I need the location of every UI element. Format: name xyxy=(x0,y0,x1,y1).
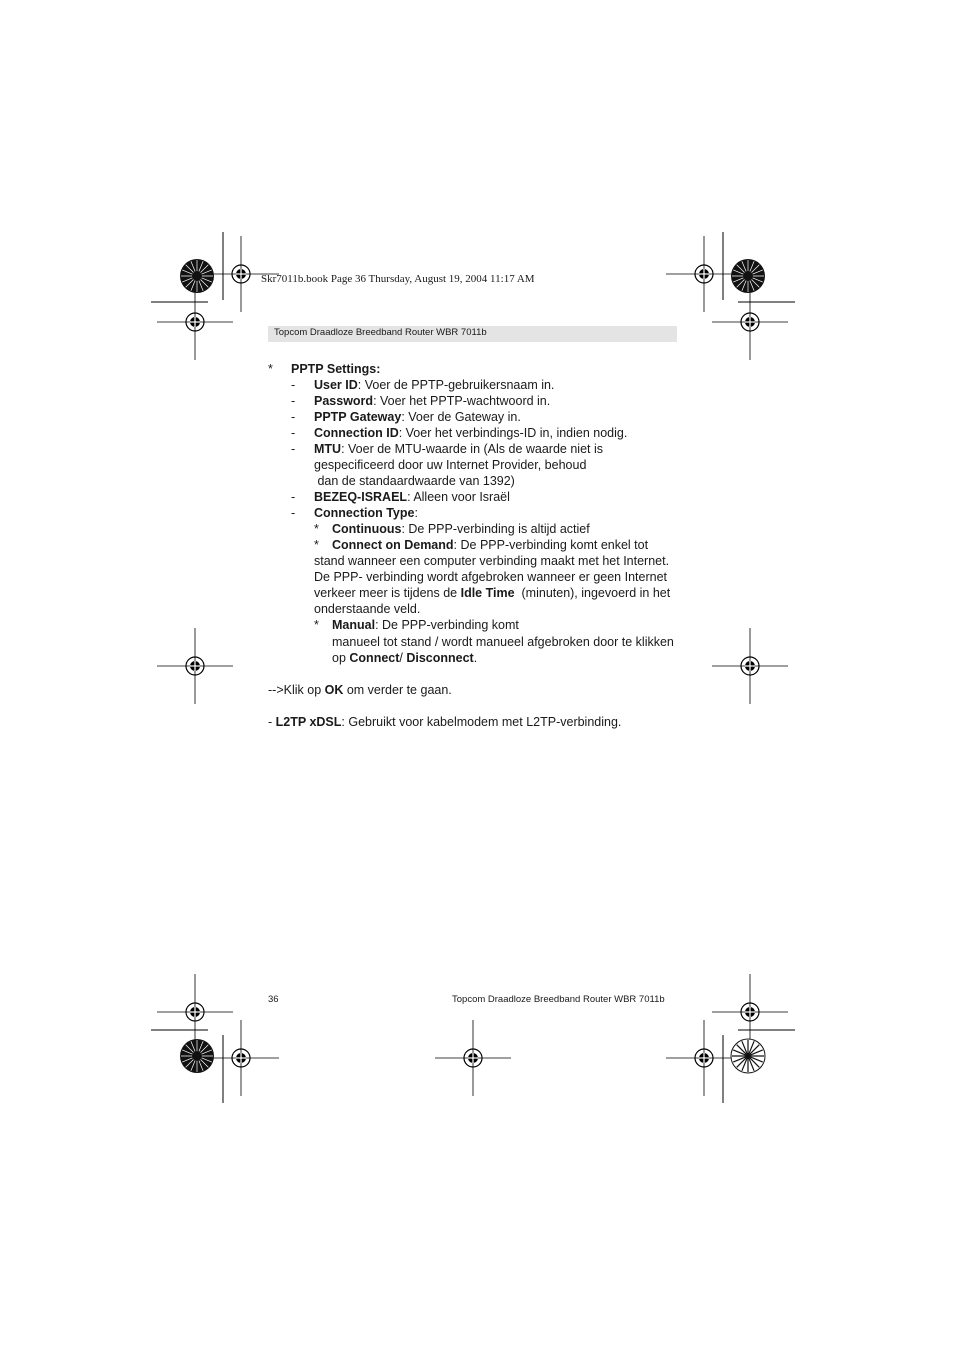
bullet-dash: - xyxy=(291,490,296,504)
item-connection-type: Connection Type: xyxy=(314,506,418,520)
type-continuous: Continuous: De PPP-verbinding is altijd actief xyxy=(332,522,590,536)
page-number: 36 xyxy=(268,994,279,1005)
item-mtu-line2: gespecificeerd door uw Internet Provider, behoud xyxy=(314,458,587,472)
bullet-dash: - xyxy=(291,410,296,424)
bullet-star: * xyxy=(314,522,319,536)
running-header-title: Topcom Draadloze Breedband Router WBR 7011b xyxy=(274,327,487,338)
type-on-demand-line3: De PPP- verbinding wordt afgebroken wanneer er geen Internet xyxy=(314,570,667,584)
item-bezeq-israel: BEZEQ-ISRAEL: Alleen voor Israël xyxy=(314,490,510,504)
l2tp-instruction: - L2TP xDSL: Gebruikt voor kabelmodem met L2TP-verbinding. xyxy=(268,715,622,729)
item-pptp-gateway: PPTP Gateway: Voer de Gateway in. xyxy=(314,410,521,424)
bullet-dash: - xyxy=(291,426,296,440)
bullet-dash: - xyxy=(291,442,296,456)
item-mtu: MTU: Voer de MTU-waarde in (Als de waarde niet is xyxy=(314,442,603,456)
slug-line: Skr7011b.book Page 36 Thursday, August 19, 2004 11:17 AM xyxy=(261,273,535,285)
type-manual-line2: manueel tot stand / wordt manueel afgebroken door te klikken xyxy=(332,635,674,649)
pptp-heading: PPTP Settings: xyxy=(291,362,381,376)
bullet-star: * xyxy=(314,618,319,632)
type-on-demand-line2: stand wanneer een computer verbinding maakt met het Internet. xyxy=(314,554,670,568)
bullet-dash: - xyxy=(291,506,296,520)
type-manual: Manual: De PPP-verbinding komt xyxy=(332,618,519,632)
item-user-id: User ID: Voer de PPTP-gebruikersnaam in. xyxy=(314,378,555,392)
type-manual-line3: op Connect/ Disconnect. xyxy=(332,651,478,665)
type-on-demand: Connect on Demand: De PPP-verbinding komt enkel tot xyxy=(332,538,649,552)
ok-instruction: -->Klik op OK om verder te gaan. xyxy=(268,683,452,697)
item-password: Password: Voer het PPTP-wachtwoord in. xyxy=(314,394,551,408)
bullet-dash: - xyxy=(291,394,296,408)
item-connection-id: Connection ID: Voer het verbindings-ID in, indien nodig. xyxy=(314,426,628,440)
bullet-star: * xyxy=(268,362,273,376)
item-mtu-line3: dan de standaardwaarde van 1392) xyxy=(314,474,515,488)
footer-title: Topcom Draadloze Breedband Router WBR 7011b xyxy=(452,994,665,1005)
bullet-star: * xyxy=(314,538,319,552)
bullet-dash: - xyxy=(291,378,296,392)
type-on-demand-line4: verkeer meer is tijdens de Idle Time (minuten), ingevoerd in het xyxy=(314,586,671,600)
type-on-demand-line5: onderstaande veld. xyxy=(314,602,421,616)
